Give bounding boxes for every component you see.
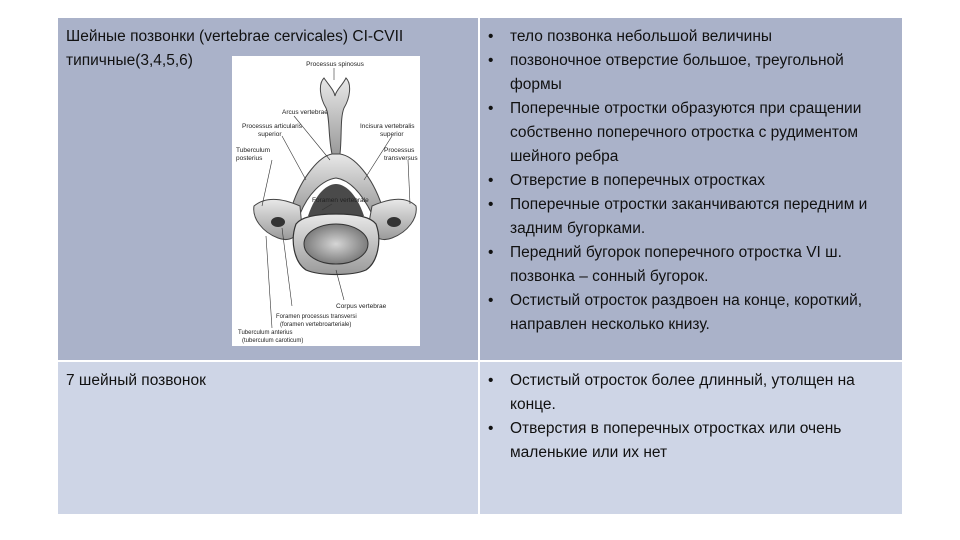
- list-item: • Отверстия в поперечных отростках или очень маленькие или их нет: [488, 417, 894, 465]
- row2-title: 7 шейный позвонок: [66, 372, 206, 389]
- row2-right-cell: [480, 362, 902, 514]
- list-item: • тело позвонка небольшой величины: [488, 25, 894, 49]
- row1-bullet-list: [488, 25, 894, 337]
- list-item: • Отверстие в поперечных отростках: [488, 169, 894, 193]
- label-tuberculum-anterius: Tuberculum anterius: [238, 330, 293, 336]
- row1-title: Шейные позвонки (vertebrae cervicales) CI-CVII типичные(3,4,5,6): [66, 28, 404, 69]
- row2-bullet-list: [488, 369, 894, 465]
- label-processus-articularis: Processus articularis: [242, 123, 302, 130]
- row1-right-cell: [480, 18, 902, 360]
- vertebrae-table: [58, 18, 902, 514]
- list-item: • Поперечные отростки образуются при сращении собственно поперечного отростка с рудиментом шейного ребра: [488, 97, 894, 169]
- label-incisura: Incisura vertebralis: [360, 123, 415, 130]
- row2-left-cell: [58, 362, 478, 514]
- label-corpus-vertebrae: Corpus vertebrae: [336, 303, 387, 310]
- row1-left-cell: [58, 18, 478, 360]
- label-arcus-vertebrae: Arcus vertebrae: [282, 109, 328, 116]
- label-foramen-transversi-2: (foramen vertebroarteriale): [280, 322, 352, 328]
- label-foramen-transversi: Foramen processus transversi: [276, 314, 357, 320]
- label-processus-spinosus: Processus spinosus: [306, 61, 364, 68]
- label-tuberculum-posterius: Tuberculum: [236, 147, 271, 154]
- label-tuberculum-anterius-2: (tuberculum caroticum): [242, 338, 304, 344]
- label-processus-articularis-2: superior: [258, 131, 282, 138]
- list-item: • позвоночное отверстие большое, треугольной формы: [488, 49, 894, 97]
- label-tuberculum-posterius-2: posterius: [236, 155, 263, 162]
- list-item: • Остистый отросток более длинный, утолщен на конце.: [488, 369, 894, 417]
- label-processus-transversus-2: transversus: [384, 155, 418, 162]
- list-item: • Передний бугорок поперечного отростка VI ш. позвонка – сонный бугорок.: [488, 241, 894, 289]
- list-item: • Поперечные отростки заканчиваются передним и задним бугорками.: [488, 193, 894, 241]
- label-processus-transversus: Processus: [384, 147, 415, 154]
- list-item: • Остистый отросток раздвоен на конце, короткий, направлен несколько книзу.: [488, 289, 894, 337]
- label-foramen-vertebrale: Foramen vertebrale: [312, 197, 369, 204]
- label-incisura-2: superior: [380, 131, 404, 138]
- cervical-vertebra-illustration: [232, 56, 420, 346]
